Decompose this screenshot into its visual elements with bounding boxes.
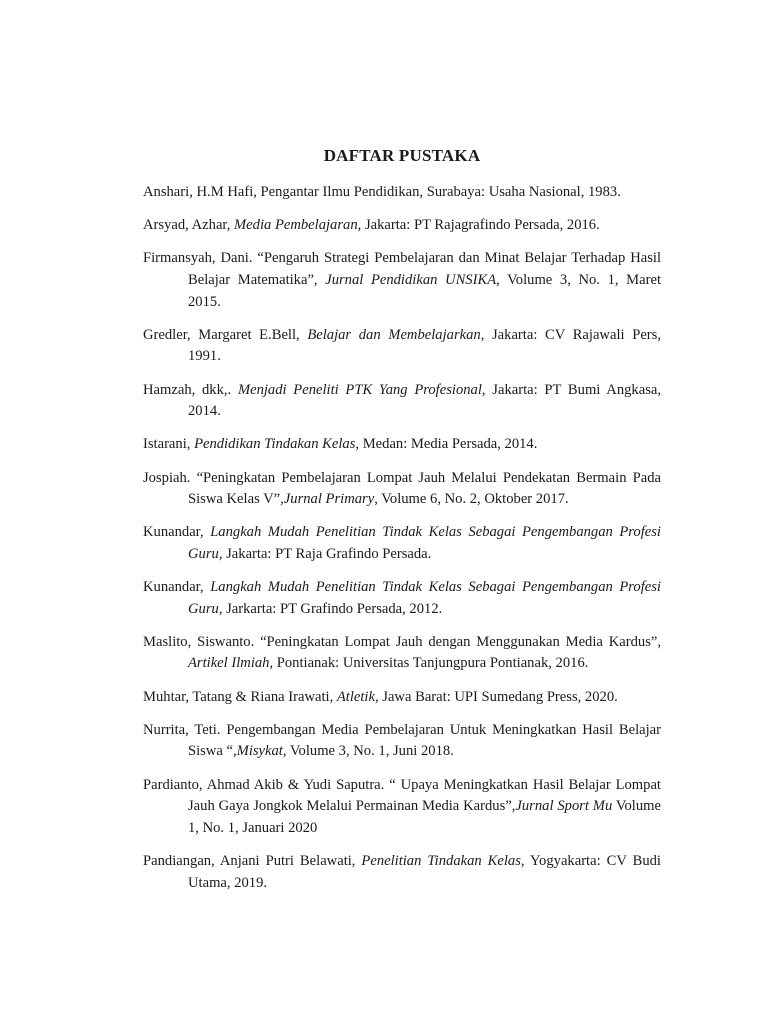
reference-title-italic: Langkah Mudah Penelitian Tindak Kelas Sebagai Pengembangan Profesi Guru: [188, 524, 661, 562]
reference-text: Kunandar,: [143, 579, 211, 596]
reference-text: , Volume 6, No. 2, Oktober 2017.: [374, 491, 569, 508]
reference-text: , Jarkarta: PT Grafindo Persada, 2012.: [218, 600, 443, 617]
reference-entry: [143, 215, 661, 237]
reference-text: Nurrita, Teti. Pengembangan Media Pembelajaran Untuk Meningkatkan Hasil Belajar Siswa “,: [143, 721, 661, 760]
reference-text: , Jakarta: PT Raja Grafindo Persada.: [218, 545, 432, 562]
reference-text: Arsyad, Azhar,: [143, 217, 235, 234]
reference-entry: [143, 577, 661, 620]
reference-text: , Jakarta: PT Rajagrafindo Persada, 2016.: [357, 217, 600, 234]
reference-text: , Volume 3, No. 1, Juni 2018.: [282, 743, 454, 760]
reference-title-italic: Jurnal Pendidikan UNSIKA: [325, 271, 497, 288]
reference-title-italic: Artikel Ilmiah: [188, 655, 270, 672]
reference-title-italic: Langkah Mudah Penelitian Tindak Kelas Sebagai Pengembangan Profesi Guru: [188, 579, 661, 617]
reference-title-italic: Misykat: [236, 743, 283, 760]
reference-text: Pardianto, Ahmad Akib & Yudi Saputra. “ Upaya Meningkatkan Hasil Belajar Lompat Jauh Gaya Jongkok Melalui Permainan Media Kardus”,: [143, 776, 661, 815]
reference-text: Firmansyah, Dani. “Pengaruh Strategi Pembelajaran dan Minat Belajar Terhadap Hasil Belajar Matematika”,: [143, 250, 661, 288]
reference-text: , Volume 3, No. 1, Maret 2015.: [188, 271, 661, 310]
reference-text: Gredler, Margaret E.Bell,: [143, 326, 308, 343]
reference-title-italic: Atletik: [336, 688, 375, 705]
reference-text: , Pontianak: Universitas Tanjungpura Pontianak, 2016.: [269, 655, 589, 672]
reference-entry: [143, 632, 661, 675]
reference-entry: [143, 380, 661, 423]
reference-title-italic: Penelitian Tindakan Kelas: [361, 852, 521, 869]
reference-text: , Jawa Barat: UPI Sumedang Press, 2020.: [374, 688, 618, 705]
reference-entry: [143, 248, 661, 313]
page-title: DAFTAR PUSTAKA: [323, 146, 481, 165]
reference-title-italic: Belajar dan Membelajarkan: [307, 326, 481, 343]
reference-entry: [143, 522, 661, 565]
reference-text: Muhtar, Tatang & Riana Irawati,: [143, 688, 337, 705]
reference-text: , Medan: Media Persada, 2014.: [355, 436, 538, 453]
reference-title-italic: Pendidikan Tindakan Kelas: [194, 436, 356, 453]
reference-text: Maslito, Siswanto. “Peningkatan Lompat Jauh dengan Menggunakan Media Kardus”,: [143, 633, 661, 650]
reference-entry: [143, 468, 661, 511]
reference-text: , Jakarta: CV Rajawali Pers, 1991.: [188, 326, 661, 365]
reference-entry: [143, 851, 661, 894]
reference-text: Anshari, H.M Hafi, Pengantar Ilmu Pendidikan, Surabaya: Usaha Nasional, 1983.: [143, 184, 621, 200]
reference-entry: [143, 434, 661, 456]
reference-title-italic: Media Pembelajaran: [234, 217, 358, 234]
reference-text: Hamzah, dkk,.: [143, 381, 238, 398]
reference-entry: [143, 182, 661, 204]
reference-text: Istarani,: [143, 436, 195, 453]
reference-entry: [143, 325, 661, 368]
reference-text: Jospiah. “Peningkatan Pembelajaran Lompat Jauh Melalui Pendekatan Bermain Pada Siswa Kelas V”,: [143, 469, 661, 508]
document-page: [143, 146, 661, 906]
reference-text: Kunandar,: [143, 524, 211, 541]
reference-title-italic: Jurnal Primary: [283, 491, 375, 508]
reference-entry: [143, 687, 661, 709]
reference-entry: [143, 775, 661, 840]
reference-text: , Yogyakarta: CV Budi Utama, 2019.: [188, 852, 661, 891]
reference-text: , Jakarta: PT Bumi Angkasa, 2014.: [188, 381, 661, 420]
reference-title-italic: Jurnal Sport Mu: [515, 798, 613, 815]
reference-title-italic: Menjadi Peneliti PTK Yang Profesional: [237, 381, 482, 398]
reference-list: [143, 182, 661, 894]
reference-entry: [143, 720, 661, 763]
reference-text: Pandiangan, Anjani Putri Belawati,: [143, 852, 362, 869]
reference-text: Volume 1, No. 1, Januari 2020: [188, 798, 661, 836]
